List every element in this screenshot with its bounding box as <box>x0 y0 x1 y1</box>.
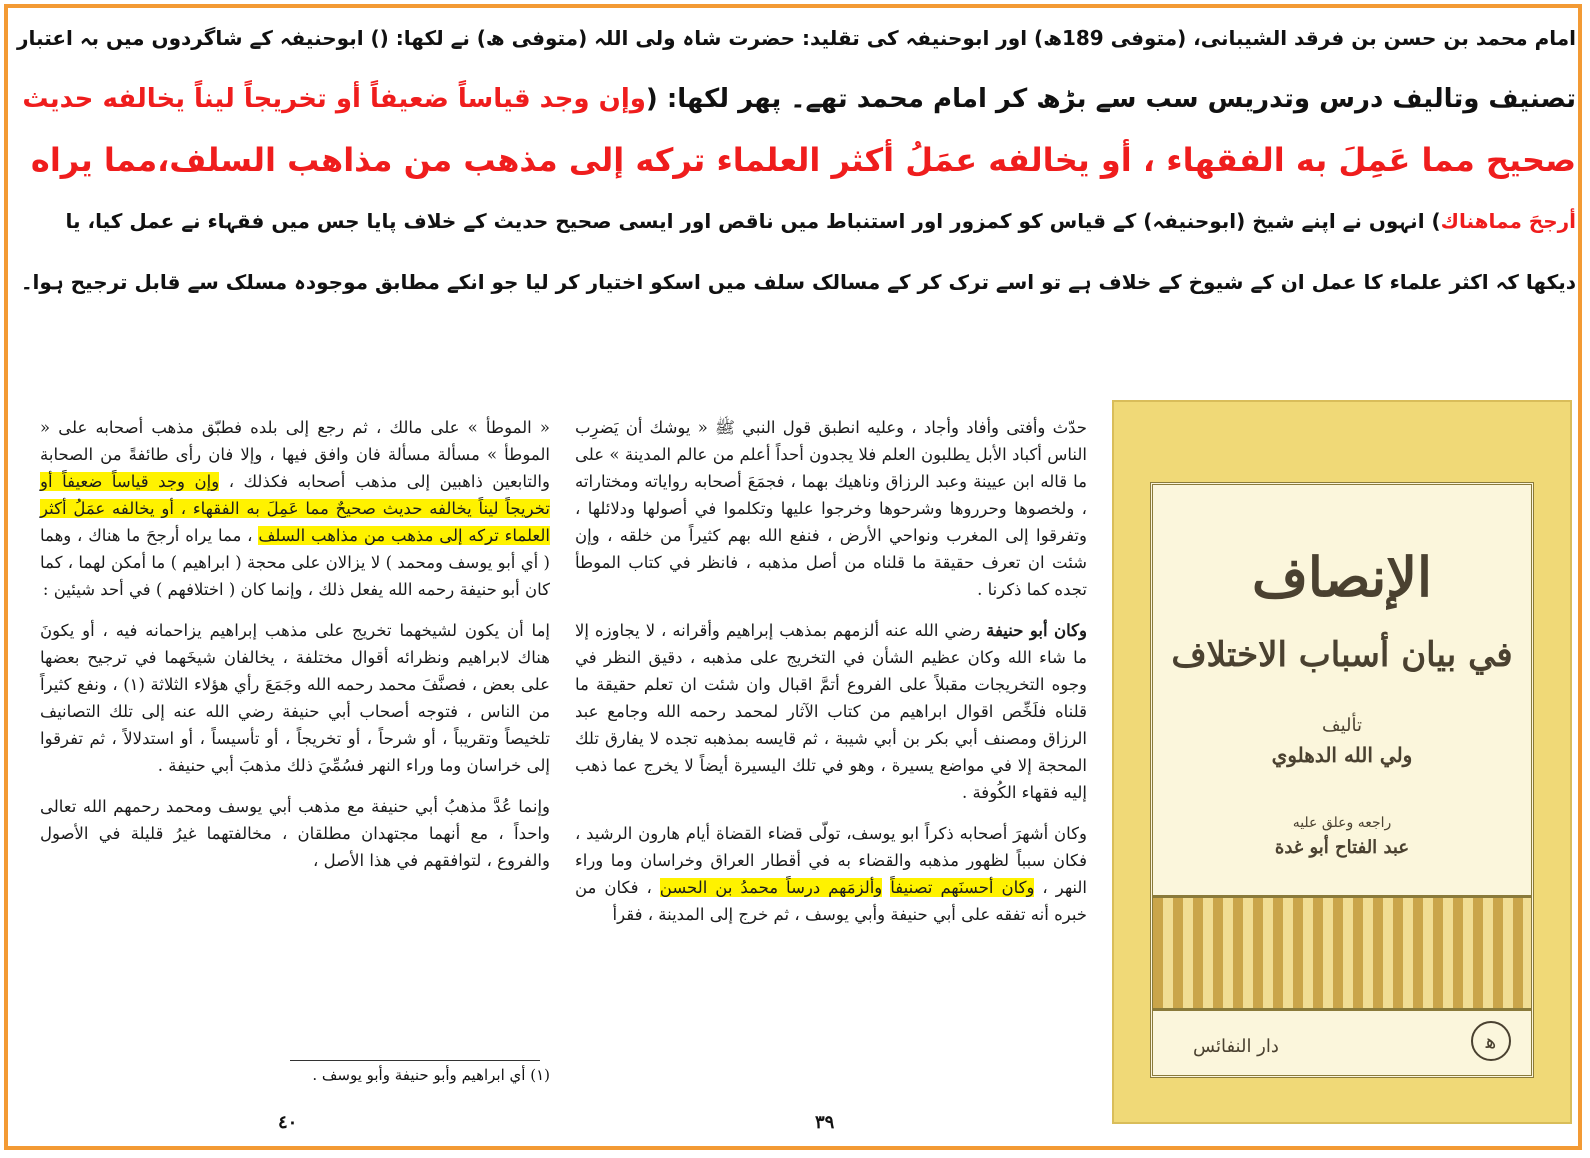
text-span: « الموطأ » على مالك ، ثم رجع إلى بلده فطبّق مذهب أصحابه على « الموطأ » مسألة مسألة فان وافق فيها ، وإلا فان رأى طائفةً من الصحابة والتابعين ذاهبين إلى مذهب أصحابه فكذلك ، <box>40 418 550 491</box>
footnote: (١) أي ابراهيم وأبو حنيفة وأبو يوسف . <box>312 1066 550 1084</box>
arabic-quote-red: وإن وجد قياساً ضعيفاً أو تخريجاً ليناً يخالفه حديث <box>22 84 646 114</box>
urdu-line-2 <box>14 69 1576 130</box>
page-number-40: ٤٠ <box>278 1112 298 1133</box>
highlighted-text: وإن وجد قياساً ضعيفاً أو تخريجاً ليناً يخالفه حديث صحيحٌ مما عَمِلَ به الفقهاء ، أو يخالفه عمَلُ أكثر العلماء تركه إلى مذهب من مذاهب السلف <box>40 472 550 545</box>
highlighted-text: وألزمَهم درساً محمدُ بن الحسن <box>659 878 883 897</box>
publisher-logo-icon: ﻫ <box>1471 1021 1511 1061</box>
cover-panel <box>1150 482 1534 1078</box>
cover-title: الإنصاف <box>1251 545 1433 609</box>
paragraph <box>575 617 1087 806</box>
arabic-quote-red: صحيح مما عَمِلَ به الفقهاء ، أو يخالفه عمَلُ أكثر العلماء تركه إلى مذهب من مذاهب السلف،مما يراه <box>30 141 1576 179</box>
text-span: ، مما يراه أرجحَ ما هناك ، وهما ( أي أبو يوسف ومحمد ) لا يزالان على محجة ( ابراهيم ) ما أمكن لهما ، كما كان أبو حنيفة رحمه الله يفعل ذلك ، وإنما كان ( اختلافهم ) في أحد شيئين : <box>40 526 550 599</box>
paragraph <box>40 414 550 603</box>
urdu-text: دیکھا کہ اکثر علماء کا عمل ان کے شیوخ کے خلاف ہے تو اسے ترک کر کے مسالک سلف میں اسکو اختیار کر لیا جو انکے مطابق موجودہ مسلک سے قابل ترجیح ہوا۔ <box>20 270 1576 294</box>
urdu-line-4 <box>14 191 1576 252</box>
book-cover <box>1112 400 1572 1124</box>
text-span: وكان أشهرَ أصحابه ذكراً ابو يوسف، تولّى قضاء القضاة أيام هارون الرشيد ، فكان سبباً لظهور مذهبه والقضاء به في أقطار العراق وخراسان وما وراء النهر ، <box>575 824 1088 897</box>
text-span: ، فكان من خبره أنه تفقه على أبي حنيفة وأبي يوسف ، ثم خرج إلى المدينة ، فقرأ <box>575 878 1087 924</box>
urdu-line-3 <box>14 130 1576 191</box>
urdu-commentary <box>14 8 1576 313</box>
paragraph <box>40 793 550 874</box>
urdu-text: ) انہوں نے اپنے شیخ (ابوحنیفہ) کے قیاس کو کمزور اور استنباط میں ناقص اور ایسی صحیح حدیث کے خلاف پایا جس میں فقہاء نے عمل کیا، یا <box>65 209 1441 233</box>
paragraph <box>40 617 550 779</box>
text-span: وإنما عُدَّ مذهبُ أبي حنيفة مع مذهب أبي يوسف ومحمد رحمهم الله تعالى واحداً ، مع أنهما مجتهدان مطلقان ، مخالفتهما غيرُ قليلة في الأصول والفروع ، لتوافقهم في هذا الأصل ، <box>40 797 550 870</box>
text-span: إما أن يكون لشيخهما تخريج على مذهب إبراهيم يزاحمانه فيه ، أو يكونَ هناك لابراهيم ونظرائه أقوال مختلفة ، يخالفان شيخَهما في ترجيح بعضها على بعض ، فصنَّفَ محمد رحمه الله وجَمَعَ رأي هؤلاء الثلاثة (١) ، ونفع كثيراً من الناس ، فتوجه أصحاب أبي حنيفة رضي الله عنه إلى تلك التصانيف تلخيصاً وتقريباً ، أو شرحاً ، أو تخريجاً ، أو تأسيساً ، أو استدلالاً ، ثم تفرقوا إلى خراسان وما وراء النهر فسُمِّيَ ذلك مذهبَ أبي حنيفة . <box>40 621 550 775</box>
page-39-text <box>575 414 1087 942</box>
page-40-text <box>40 414 550 888</box>
editor-label: راجعه وعلق عليه <box>1292 815 1392 831</box>
cover-subtitle: في بيان أسباب الاختلاف <box>1171 635 1513 675</box>
highlighted-text: وكان أحسنَهم تصنيفاً <box>890 878 1035 897</box>
urdu-line-1 <box>14 8 1576 69</box>
arabic-quote-red: أرجحَ مماهناك <box>1440 209 1576 233</box>
urdu-line-5 <box>14 252 1576 313</box>
footnote-rule <box>290 1060 540 1061</box>
text-span: حدّث وأفتى وأفاد وأجاد ، وعليه انطبق قول النبي ﷺ « يوشك أن يَضرِب الناس أكباد الأبل يطلبون العلم فلا يجدون أحداً أعلم من عالم المدينة » على ما قاله ابن عيينة وعبد الرزاق وناهيك بهما ، فجمَعَ أصحابه رواياته ومختاراته ، ولخصوها وحرروها وشرحوها وخرجوا عليها وتكلموا في أصولها ودلائلها ، وتفرقوا إلى المغرب ونواحي الأرض ، فنفع الله بهم كثيراً من خلقه ، وإن شئت ان تعرف حقيقة ما قلناه من أصل مذهبه ، فانظر في كتاب الموطأ تجده كما ذكرنا . <box>575 418 1087 599</box>
urdu-text: امام محمد بن حسن بن فرقد الشیبانی، (متوفی 189ھ) اور ابوحنیفہ کی تقلید: حضرت شاہ ولی اللہ (متوفی ھ) نے لکھا: () ابوحنیفہ کے شاگردوں میں بہ اعتبار <box>17 26 1576 50</box>
author-name: ولي الله الدهلوي <box>1271 743 1413 767</box>
authorship-label: تأليف <box>1321 715 1363 736</box>
urdu-text: تصنیف وتالیف درس وتدریس سب سے بڑھ کر امام محمد تھے۔ پھر لکھا: ( <box>645 84 1576 114</box>
publisher-name: دار النفائس <box>1193 1036 1279 1057</box>
ornament-band <box>1153 895 1531 1011</box>
editor-name: عبد الفتاح أبو غدة <box>1274 837 1410 858</box>
paragraph <box>575 414 1087 603</box>
text-span: رضي الله عنه ألزمهم بمذهب إبراهيم وأقرانه ، لا يجاوزه إلا ما شاء الله وكان عظيم الشأن في التخريج على مذهبه ، دقيق النظر في وجوه التخريجات مقبلاً على الفروع أتمَّ اقبال وان شئت ان تعلم حقيقة ما قلناه فلَخِّص اقوال ابراهيم من كتاب الآثار لمحمد رحمه الله وجامع عبد الرزاق ومصنف أبي بكر بن أبي شيبة ، ثم قايسه بمذهبه تجده لا يفارق تلك المحجة إلا في مواضع يسيرة ، وهو في تلك اليسيرة أيضاً لا يخرج عما ذهب إليه فقهاء الكُوفة . <box>575 621 1087 802</box>
bold-text: وكان أبو حنيفة <box>986 621 1087 640</box>
page-number-39: ٣٩ <box>815 1112 835 1133</box>
paragraph <box>575 820 1087 928</box>
